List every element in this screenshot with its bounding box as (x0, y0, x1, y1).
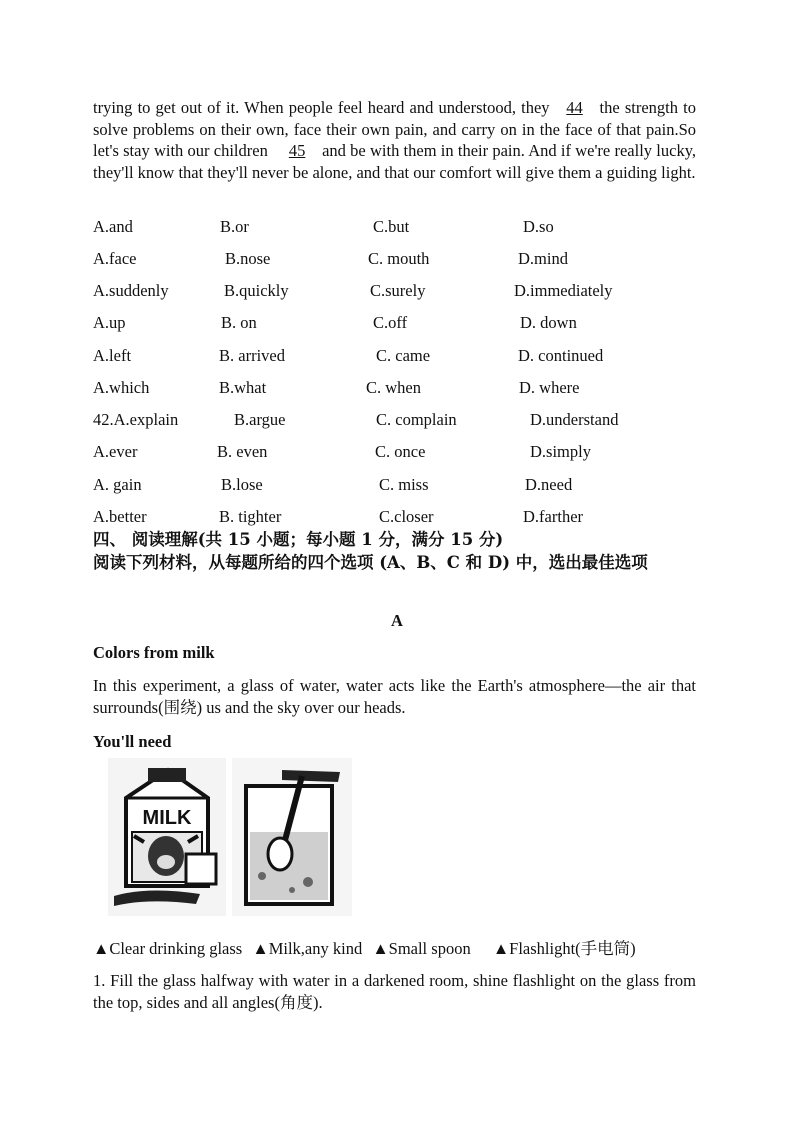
option-choice: D.mind (518, 249, 568, 268)
option-choice: B.quickly (224, 281, 289, 300)
option-choice: A.better (93, 507, 147, 526)
need-item-flashlight: ▲Flashlight(手电筒) (492, 939, 636, 958)
option-choice: A.face (93, 249, 137, 268)
option-choice: B. tighter (219, 507, 282, 526)
passage-text: the strength to solve problems on their own, face their own pain, and carry on in the face of that pain.So let's stay with our children (93, 98, 696, 160)
option-choice: B. arrived (219, 346, 285, 365)
option-choice: B.or (220, 217, 249, 236)
option-choice: D. continued (518, 346, 604, 365)
option-choice: B. even (217, 442, 268, 461)
option-choice: C. miss (379, 475, 429, 494)
option-choice: C.closer (379, 507, 434, 526)
option-choice: C. once (375, 442, 426, 461)
option-choice: D.understand (530, 410, 619, 429)
passage-title: Colors from milk (93, 643, 215, 662)
option-choice: A.which (93, 378, 150, 397)
option-choice: A.ever (93, 442, 138, 461)
option-choice: A.left (93, 346, 132, 365)
option-choice: A.and (93, 217, 133, 236)
needs-heading: You'll need (93, 732, 172, 751)
passage-label: A (391, 611, 403, 630)
option-choice: D. where (519, 378, 580, 397)
option-choice: B.nose (225, 249, 271, 268)
option-choice: 42.A.explain (93, 410, 179, 429)
option-choice: C.off (373, 313, 408, 332)
option-choice: C. when (366, 378, 421, 397)
section-instruction: 阅读下列材料，从每题所给的四个选项 (A、B、C 和 D) 中，选出最佳选项 (93, 553, 648, 572)
option-choice: B. on (221, 313, 257, 332)
milk-carton-image (108, 758, 226, 916)
passage-ending (93, 97, 696, 183)
glass-spoon-image (232, 758, 352, 916)
option-choice: D.farther (523, 507, 584, 526)
option-choice: C. came (376, 346, 431, 365)
option-choice: A.suddenly (93, 281, 169, 300)
passage-intro: In this experiment, a glass of water, water acts like the Earth's atmosphere—the air that surrounds(围绕) us and the sky over our heads. (93, 676, 696, 717)
option-choice: D.need (525, 475, 573, 494)
option-choice: A. gain (93, 475, 142, 494)
need-item-glass: ▲Clear drinking glass (93, 939, 243, 958)
option-choice: B.what (219, 378, 267, 397)
blank-45: 45 (288, 141, 306, 160)
option-choice: B.lose (221, 475, 263, 494)
need-item-spoon: ▲Small spoon (372, 939, 471, 958)
option-choice: D.so (523, 217, 554, 236)
option-choice: C.but (373, 217, 410, 236)
passage-text: and be with them in their pain. And if we're really lucky, they'll know that they'll never be alone, and that our comfort will give them a guiding light. (93, 141, 697, 182)
passage-text: trying to get out of it. When people feel heard and understood, they (93, 98, 550, 117)
option-choice: C. mouth (368, 249, 430, 268)
option-choice: C. complain (376, 410, 457, 429)
step-1: 1. Fill the glass halfway with water in a darkened room, shine flashlight on the glass from the top, sides and all angles(角度). (93, 971, 696, 1012)
option-choice: A.up (93, 313, 126, 332)
option-choice: D.simply (530, 442, 591, 461)
option-choice: D.immediately (514, 281, 613, 300)
needs-list (93, 935, 642, 959)
blank-44: 44 (566, 98, 583, 117)
section-heading: 四、 阅读理解(共 15 小题；每小题 1 分，满分 15 分) (93, 530, 504, 549)
need-item-milk: ▲Milk,any kind (252, 939, 363, 958)
option-choice: D. down (520, 313, 577, 332)
option-choice: C.surely (370, 281, 426, 300)
option-choice: B.argue (234, 410, 286, 429)
milk-label: MILK (142, 807, 192, 829)
